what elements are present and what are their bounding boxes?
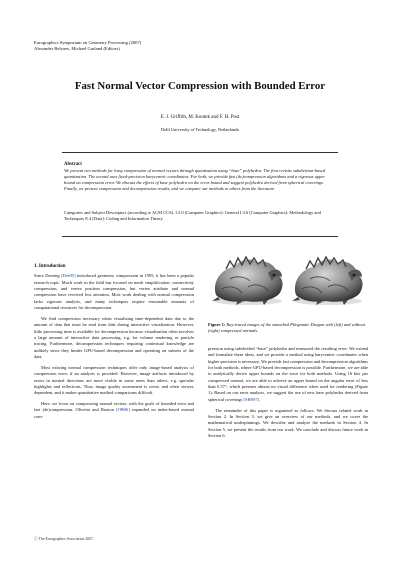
- header-editors: Alexander Belyaev, Michael Garland (Editors): [34, 46, 120, 51]
- citation-link[interactable]: [SHS97]: [243, 396, 260, 402]
- paper-affiliation: Delft University of Technology, Netherlands: [160, 127, 240, 132]
- citation-link[interactable]: [Dee95]: [61, 273, 76, 279]
- intro-paragraph-5: [208, 346, 368, 403]
- dragon-right-icon: [292, 257, 363, 305]
- citation-link[interactable]: [OB06]: [116, 407, 130, 413]
- abstract-heading: Abstract: [64, 162, 82, 167]
- abstract-bottom-rule: [62, 236, 338, 237]
- intro-p4-text-a: Here, we focus on compressing normal vectors, with the goals of bounded error and fast (de)compression. Oliveira and Buxton: [34, 401, 194, 413]
- intro-paragraph-3: Most existing normal compression techniques offer only image-based analysis of compression error, if an analysis is provided. However, image artifacts introduced by errors in normal directions are more visible in some areas than others, e.g. specular highlights and reflections. Thus, image quality assessment is scene, and often viewer, dependent, and it makes quantitative method comparisons difficult.: [34, 364, 194, 396]
- caption-label: Figure 1:: [208, 322, 226, 327]
- dragon-left-icon: [212, 257, 283, 305]
- intro-paragraph-4: [34, 401, 194, 420]
- abstract-top-rule: [62, 152, 338, 153]
- intro-paragraph-1: [34, 273, 194, 311]
- intro-p5-text-b: .: [259, 396, 261, 402]
- section-heading-introduction: 1. Introduction: [34, 264, 66, 269]
- caption-text: Ray-traced images of the smoothed Pilegmatic Dragon with (left) and without (right) compressed normals.: [208, 322, 365, 334]
- acm-categories: Categories and Subject Descriptors (according to ACM CCS): I.3.0 [Computer Graphics]: General I.3.6 [Computer Graphics]: Methodology and Techniques E.4 [Data]: Coding and Information Theory: [64, 210, 321, 222]
- intro-paragraph-2: We find compression necessary when visualizing time-dependent data due to the amount of data that must be read from disk during interactive visualization. However, little processing time is available for decompression because visualization often involves a large amount of interactive data processing, e.g. for volume rendering or particle tracing. Furthermore, decompression techniques requiring contextual knowledge are unlikely since they hinder GPU-based decompression and operating on subsets of the data.: [34, 315, 194, 359]
- right-column: [208, 346, 368, 444]
- intro-p1-text-b: introduced geometry compression in 1995, it has been a popular research topic. Much work in the field has focused on mesh simplification, connectivity compression, and vertex position compression, but vertex attribute and normal compression have received less attention. Most work dealing with normal compression lacks rigorous analysis, and many techniques require reasonable amounts of computational resources for decompression.: [34, 273, 194, 311]
- abstract-body: We present two methods for lossy compression of normal vectors through quantization using “base” polyhedra. The first revisits subdivision-based quantization. The second uses fixed-precision barycentric coordinates. For both, we provide fast (de)compression algorithms and a rigorous upper bound on compression error. We discuss the effects of base polyhedra on the error bound and suggest polyhedra derived from spherical coverings. Finally, we present compression and decompression results, and we compare our methods to others from the literature.: [64, 168, 326, 192]
- figure-caption: [208, 322, 368, 334]
- intro-p1-text-a: Since Deering: [34, 273, 62, 279]
- header-conference: Eurographics Symposium on Geometry Processing (2007): [34, 40, 142, 45]
- intro-p5-text-a: pression using subdivided “base” polyhedra and measured the resulting error. We extend and formalize these ideas, and we provide a method using barycentric coordinates when higher precision is necessary. We provide fast compression and decompression algorithms for both methods, where GPU-based decompression is possible. Furthermore, we are able to analytically derive upper bounds on the error for both methods. Using 16 bits per compressed normal, we are able to achieve an upper bound on the angular error of less than 0.57°, which presents almost no visual difference when used for rendering (Figure 1). Based on our error analysis, we suggest the use of new base polyhedra derived from spherical coverings: [208, 346, 368, 402]
- copyright-footer: ⓒ The Eurographics Association 2007.: [34, 537, 94, 541]
- abstract-block: [64, 162, 336, 192]
- dragon-render-image: [208, 249, 368, 321]
- paper-title: Fast Normal Vector Compression with Bounded Error: [74, 80, 326, 92]
- intro-p4-text-b: expanded on index-based normal com-: [34, 407, 195, 419]
- paper-authors: E. J. Griffith, M. Koutek and F. H. Post: [160, 115, 240, 120]
- intro-paragraph-6: The remainder of this paper is organized as follows. We discuss related work in Section 2. In Section 3, we give an overview of our methods, and we cover the mathematical underpinnings. We describe and analyze the methods in Section 4. In Section 5, we present the results from our work. We conclude and discuss future work in Section 6.: [208, 407, 368, 438]
- running-header: [34, 40, 141, 52]
- figure-dragons: [208, 249, 368, 321]
- left-column: [34, 264, 194, 425]
